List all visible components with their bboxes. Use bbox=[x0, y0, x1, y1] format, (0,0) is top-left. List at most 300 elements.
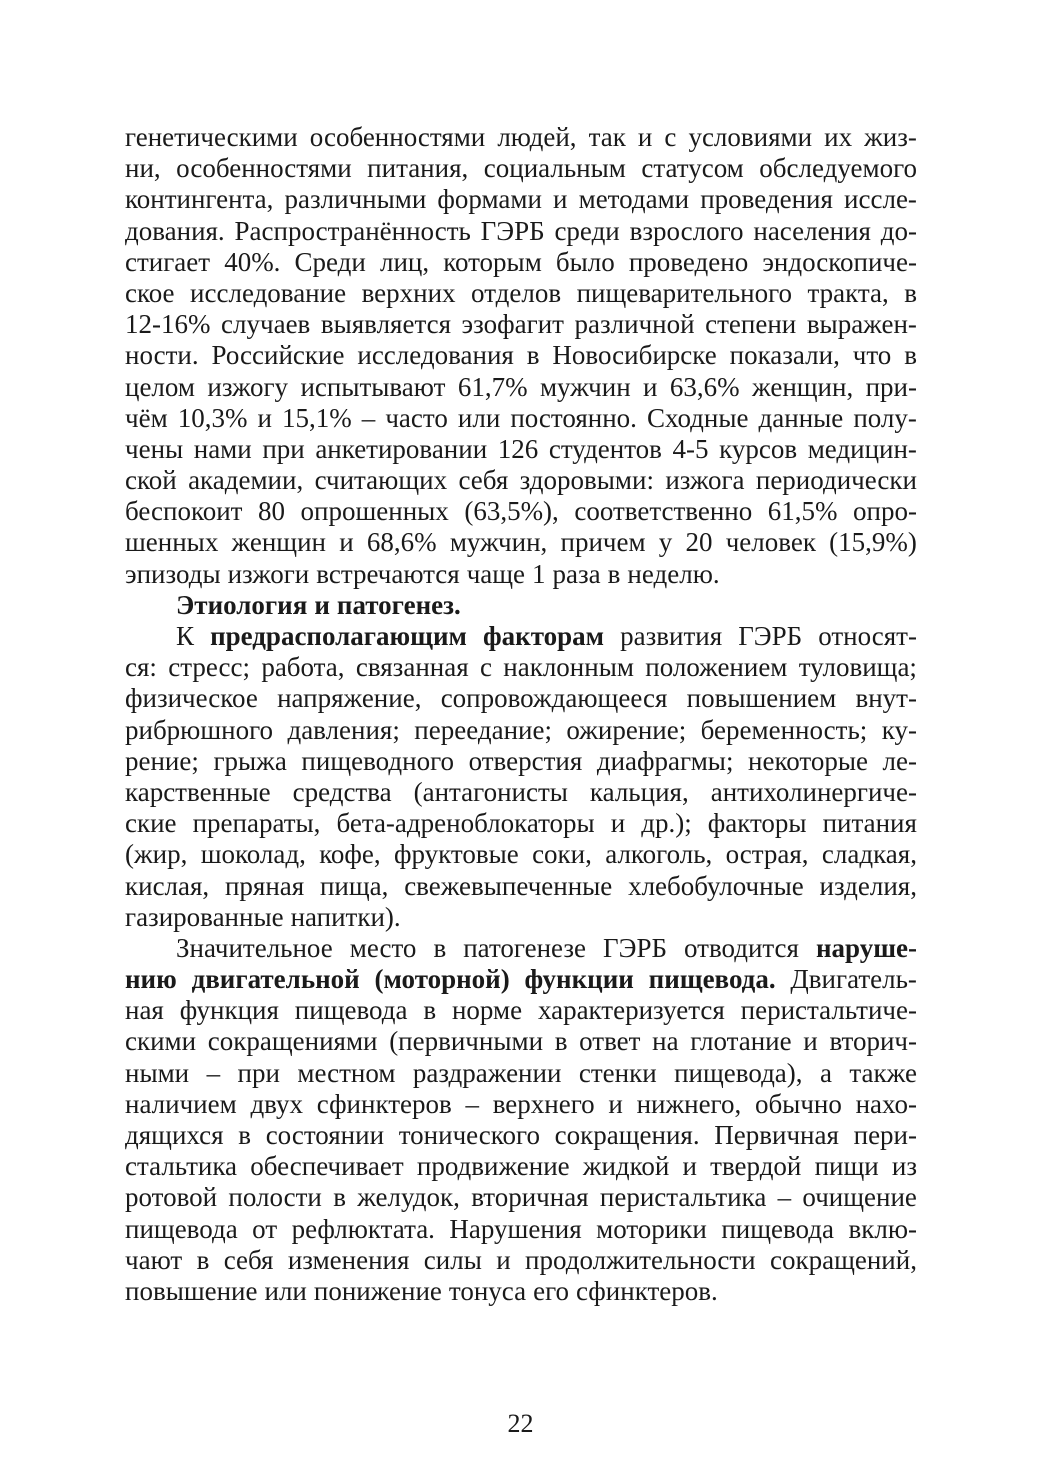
word: – bbox=[777, 1182, 792, 1213]
word: 1 bbox=[532, 558, 546, 589]
word: факторы bbox=[707, 808, 807, 839]
word: – bbox=[206, 1057, 221, 1088]
word: раздражении bbox=[412, 1057, 562, 1088]
word: чают bbox=[125, 1244, 183, 1275]
word: внут- bbox=[855, 683, 917, 714]
word: и bbox=[643, 371, 658, 402]
word: пищевода bbox=[721, 1213, 834, 1244]
word: опро- bbox=[853, 496, 917, 527]
text-line bbox=[125, 1182, 917, 1213]
word: проведения bbox=[700, 184, 833, 215]
word: тракта, bbox=[807, 277, 889, 308]
word: жидкой bbox=[582, 1151, 670, 1182]
word: а bbox=[819, 1057, 832, 1088]
word: здоровыми: bbox=[519, 465, 654, 496]
word: пища, bbox=[319, 870, 389, 901]
word: обычно bbox=[754, 1088, 842, 1119]
page-number: 22 bbox=[507, 1409, 534, 1438]
word: в bbox=[238, 1120, 251, 1150]
text-line bbox=[125, 1026, 917, 1057]
word: Нарушения bbox=[449, 1213, 582, 1244]
word: чаще bbox=[466, 558, 526, 589]
text-line bbox=[125, 403, 917, 434]
word: питания, bbox=[367, 153, 469, 184]
word: относят- bbox=[818, 621, 917, 651]
word: исследование bbox=[190, 277, 347, 308]
word: функции bbox=[524, 964, 634, 995]
word: 63,6% bbox=[669, 371, 740, 402]
word: изжога bbox=[665, 465, 745, 496]
word: перистальтика bbox=[599, 1182, 767, 1213]
word: соки, bbox=[532, 839, 592, 870]
word: скими bbox=[125, 1026, 197, 1057]
word: статусом bbox=[641, 153, 744, 184]
word: в bbox=[554, 1026, 568, 1057]
word: двух bbox=[250, 1088, 304, 1119]
word: пищевода. bbox=[648, 964, 776, 995]
word: формами bbox=[437, 184, 542, 215]
word: отверстия bbox=[468, 745, 583, 776]
text-line bbox=[125, 216, 917, 247]
word: ГЭРБ bbox=[603, 932, 667, 963]
word: встречаются bbox=[316, 558, 460, 589]
word: ся: bbox=[125, 652, 157, 683]
word: функция bbox=[179, 995, 279, 1026]
word: с bbox=[664, 122, 677, 152]
word: сладкая, bbox=[821, 839, 917, 870]
word: анкетировании bbox=[315, 433, 488, 464]
word: нахо- bbox=[855, 1088, 917, 1119]
word: грыжа bbox=[213, 745, 287, 776]
word: диафрагмы; bbox=[596, 745, 734, 776]
text-line bbox=[125, 1214, 917, 1245]
word: сопровождающееся bbox=[440, 683, 668, 714]
word: лиц, bbox=[379, 246, 430, 277]
word: кофе, bbox=[319, 839, 381, 870]
word: ответ bbox=[579, 1026, 641, 1057]
word: опрошенных bbox=[300, 496, 449, 527]
text-line bbox=[125, 995, 917, 1026]
word: беспокоит bbox=[125, 496, 243, 527]
word: жиз- bbox=[864, 122, 917, 152]
word: социальным bbox=[483, 153, 626, 184]
word: в bbox=[423, 995, 437, 1026]
word: развития bbox=[620, 621, 723, 651]
word: повышение bbox=[125, 1275, 258, 1306]
word: эндоскопиче- bbox=[762, 246, 917, 277]
word: Новосибирске bbox=[552, 340, 717, 371]
word: пищеварительного bbox=[576, 277, 792, 308]
word: состоянии bbox=[265, 1120, 385, 1150]
word: условиями bbox=[688, 122, 813, 152]
word: и bbox=[314, 589, 330, 620]
word: при bbox=[237, 1057, 280, 1088]
word: связанная bbox=[355, 652, 469, 683]
word: так bbox=[588, 122, 626, 152]
word: и bbox=[496, 1244, 511, 1275]
word: шоколад, bbox=[200, 839, 306, 870]
word: среди bbox=[554, 215, 620, 246]
text-line bbox=[125, 1276, 917, 1307]
word: ности. bbox=[125, 340, 199, 371]
word: рение; bbox=[125, 745, 199, 776]
word: особенностями bbox=[309, 122, 486, 152]
word: раза bbox=[552, 558, 601, 589]
word: методами bbox=[578, 184, 690, 215]
word: изжоги bbox=[227, 558, 310, 589]
word: ни, bbox=[125, 153, 161, 184]
word: кислая, bbox=[125, 870, 210, 901]
word: пряная bbox=[224, 870, 305, 901]
word: взрослого bbox=[629, 215, 744, 246]
word: неделю. bbox=[627, 558, 720, 589]
word: место bbox=[349, 932, 417, 963]
word: моторики bbox=[596, 1213, 707, 1244]
word: иссле- bbox=[844, 184, 917, 215]
word: ными bbox=[125, 1057, 190, 1088]
word: антихолинергиче- bbox=[710, 776, 917, 807]
word: проведено bbox=[628, 246, 749, 277]
word: ское bbox=[125, 277, 175, 308]
word: или bbox=[457, 402, 501, 433]
word: дования. bbox=[125, 215, 225, 246]
word: нами bbox=[193, 433, 252, 464]
text-line bbox=[125, 434, 917, 465]
text-line bbox=[125, 652, 917, 683]
word: 12-16% bbox=[125, 309, 211, 340]
word: до- bbox=[880, 215, 917, 246]
word: курсов bbox=[719, 433, 798, 464]
word: средства bbox=[292, 776, 392, 807]
word: эзофагит bbox=[461, 309, 564, 340]
word: и bbox=[682, 1151, 697, 1182]
word: напитки). bbox=[290, 901, 401, 932]
word: показали, bbox=[729, 340, 840, 371]
word: газированные bbox=[125, 901, 284, 932]
word: понижение bbox=[313, 1275, 442, 1306]
text-line bbox=[125, 964, 917, 995]
word: и bbox=[637, 122, 653, 152]
word: различными bbox=[284, 184, 427, 215]
text-line bbox=[125, 715, 917, 746]
word: изделия, bbox=[819, 870, 917, 901]
word: Среди bbox=[294, 246, 366, 277]
text-line bbox=[125, 839, 917, 870]
text-line bbox=[125, 278, 917, 309]
word: – bbox=[361, 402, 376, 433]
word: изжогу bbox=[207, 371, 289, 402]
word: острая, bbox=[725, 839, 809, 870]
text-line bbox=[125, 1058, 917, 1089]
word: себя bbox=[458, 465, 509, 496]
word: ку- bbox=[881, 714, 917, 745]
word: данные bbox=[758, 402, 844, 433]
word: чены bbox=[125, 433, 184, 464]
word: изменения bbox=[287, 1244, 410, 1275]
word: 4-5 bbox=[672, 433, 709, 464]
word: наруше- bbox=[815, 932, 917, 963]
word: пищеводного bbox=[301, 745, 454, 776]
word: перистальтиче- bbox=[740, 995, 917, 1026]
word: глотание bbox=[690, 1026, 792, 1057]
text-line bbox=[125, 122, 917, 153]
text-line bbox=[125, 621, 917, 652]
word: различной bbox=[574, 309, 695, 340]
text-line bbox=[125, 777, 917, 808]
word: (жир, bbox=[125, 839, 188, 870]
text-line bbox=[125, 309, 917, 340]
word: в bbox=[607, 558, 621, 589]
word: отделов bbox=[471, 277, 562, 308]
word: чём bbox=[125, 402, 168, 433]
word: отводится bbox=[684, 932, 799, 963]
word: бета-адреноблокаторы bbox=[336, 808, 595, 839]
word: желудок, bbox=[357, 1182, 460, 1213]
word: 61,7% bbox=[457, 371, 528, 402]
word: эпизоды bbox=[125, 558, 221, 589]
text-line bbox=[125, 496, 917, 527]
text-line bbox=[125, 902, 917, 933]
text-line bbox=[125, 527, 917, 558]
text-line bbox=[125, 559, 917, 590]
word: повышением bbox=[686, 683, 837, 714]
word: ле- bbox=[882, 745, 917, 776]
word: 68,6% bbox=[366, 527, 437, 558]
word: туловища; bbox=[798, 652, 917, 683]
page-text bbox=[125, 122, 917, 1307]
word: выражен- bbox=[806, 309, 917, 340]
word: от bbox=[252, 1213, 278, 1244]
word: в bbox=[904, 340, 917, 371]
word: особенностями bbox=[176, 153, 352, 184]
word: норме bbox=[451, 995, 523, 1026]
word: вклю- bbox=[848, 1213, 917, 1244]
text-line bbox=[125, 1089, 917, 1120]
word: (моторной) bbox=[374, 964, 510, 995]
text-line bbox=[125, 184, 917, 215]
word: наличием bbox=[125, 1088, 237, 1119]
word: Российские bbox=[211, 340, 345, 371]
word: полу- bbox=[853, 402, 917, 433]
word: в bbox=[433, 932, 447, 963]
word: переедание; bbox=[414, 714, 552, 745]
word: питания bbox=[822, 808, 917, 839]
word: тонического bbox=[398, 1120, 540, 1150]
word: работа, bbox=[261, 652, 345, 683]
word: пищевода bbox=[294, 995, 408, 1026]
word: (первичными bbox=[389, 1026, 544, 1057]
word: ские bbox=[125, 808, 177, 839]
word: студентов bbox=[548, 433, 662, 464]
word: ная bbox=[125, 995, 164, 1026]
word: беременность; bbox=[700, 714, 868, 745]
word: (15,9%) bbox=[829, 527, 917, 558]
word: факторам bbox=[482, 621, 605, 651]
word: на bbox=[652, 1026, 679, 1057]
word: некоторые bbox=[748, 745, 868, 776]
word: сокращениями bbox=[207, 1026, 378, 1057]
text-line bbox=[125, 871, 917, 902]
word: дящихся bbox=[125, 1120, 224, 1150]
word: (антагонисты bbox=[413, 776, 568, 807]
word: контингента, bbox=[125, 184, 274, 215]
word: его bbox=[533, 1275, 569, 1306]
word: при bbox=[262, 433, 305, 464]
word: генетическими bbox=[125, 122, 298, 152]
word: свежевыпеченные bbox=[404, 870, 613, 901]
word: местном bbox=[297, 1057, 396, 1088]
word: патогенез. bbox=[336, 589, 461, 620]
word: вторичная bbox=[471, 1182, 589, 1213]
word: стальтика bbox=[125, 1151, 238, 1182]
word: фруктовые bbox=[394, 839, 519, 870]
word: и bbox=[610, 808, 626, 839]
word: испытывают bbox=[300, 371, 446, 402]
word: алкоголь, bbox=[605, 839, 713, 870]
word: твердой bbox=[710, 1151, 802, 1182]
word: 126 bbox=[497, 433, 539, 464]
word: наклонным bbox=[503, 652, 634, 683]
text-line bbox=[125, 372, 917, 403]
word: в bbox=[904, 277, 917, 308]
text-line bbox=[125, 340, 917, 371]
word: сфинктеров. bbox=[575, 1275, 718, 1306]
word: (63,5%), bbox=[464, 496, 559, 527]
word: давления; bbox=[287, 714, 400, 745]
word: ГЭРБ bbox=[480, 215, 545, 246]
word: с bbox=[479, 652, 492, 683]
word: мужчин bbox=[539, 371, 631, 402]
word: мужчин, bbox=[449, 527, 548, 558]
word: 80 bbox=[258, 496, 285, 527]
word: полости bbox=[228, 1182, 322, 1213]
word: нижнего, bbox=[636, 1088, 742, 1119]
word: обеспечивает bbox=[250, 1151, 404, 1182]
word: в bbox=[196, 1244, 210, 1275]
text-line bbox=[125, 746, 917, 777]
word: Значительное bbox=[176, 932, 333, 963]
word: было bbox=[555, 246, 615, 277]
word: или bbox=[264, 1275, 307, 1306]
word: в bbox=[526, 340, 540, 371]
word: 20 bbox=[685, 527, 713, 558]
word: хлебобулочные bbox=[628, 870, 804, 901]
word: стенки bbox=[578, 1057, 657, 1088]
word: целом bbox=[125, 371, 195, 402]
word: населения bbox=[753, 215, 871, 246]
word: пищевода), bbox=[674, 1057, 803, 1088]
word: нию bbox=[125, 964, 177, 995]
word: исследования bbox=[357, 340, 514, 371]
word: препараты, bbox=[192, 808, 321, 839]
word: стигает bbox=[125, 246, 211, 277]
word: академии, bbox=[188, 465, 304, 496]
text-line bbox=[125, 465, 917, 496]
word: предрасполагающим bbox=[210, 621, 467, 651]
word: Сходные bbox=[646, 402, 749, 433]
word: у bbox=[658, 527, 673, 558]
word: и bbox=[553, 184, 568, 215]
word: и bbox=[339, 527, 354, 558]
word: – bbox=[465, 1088, 479, 1119]
word: из bbox=[891, 1151, 917, 1182]
text-line bbox=[125, 247, 917, 278]
text-line bbox=[125, 1245, 917, 1276]
word: себя bbox=[223, 1244, 274, 1275]
word: рибрюшного bbox=[125, 714, 273, 745]
word: обследуемого bbox=[759, 153, 917, 184]
word: и bbox=[608, 1088, 623, 1119]
word: сокращений, bbox=[769, 1244, 917, 1275]
word: положением bbox=[645, 652, 788, 683]
word: причем bbox=[560, 527, 646, 558]
word: карственные bbox=[125, 776, 271, 807]
word: случаев bbox=[221, 309, 311, 340]
word: женщин, bbox=[752, 371, 854, 402]
word: которым bbox=[443, 246, 542, 277]
text-line bbox=[125, 1120, 917, 1151]
word: 15,1% bbox=[282, 402, 352, 433]
word: очищение bbox=[802, 1182, 917, 1213]
word: ожирение; bbox=[566, 714, 687, 745]
word: сфинктеров bbox=[316, 1088, 452, 1119]
text-line bbox=[125, 683, 917, 714]
word: патогенезе bbox=[463, 932, 587, 963]
word: женщин bbox=[231, 527, 326, 558]
word: ротовой bbox=[125, 1182, 218, 1213]
word: при- bbox=[865, 371, 917, 402]
word: Первичная bbox=[714, 1120, 839, 1150]
word: 40%. bbox=[224, 246, 281, 277]
word: др.); bbox=[641, 808, 692, 839]
word: физическое bbox=[125, 683, 258, 714]
text-line bbox=[125, 808, 917, 839]
word: медицин- bbox=[807, 433, 917, 464]
word: их bbox=[824, 122, 853, 152]
word: человек bbox=[725, 527, 816, 558]
text-line bbox=[125, 590, 917, 621]
word: характеризуется bbox=[537, 995, 725, 1026]
word: степени bbox=[705, 309, 797, 340]
word: вторич- bbox=[829, 1026, 917, 1057]
word: Этиология bbox=[176, 589, 308, 620]
word: Двигатель- bbox=[790, 964, 917, 995]
text-line bbox=[125, 933, 917, 964]
word: людей, bbox=[497, 122, 577, 152]
word: пери- bbox=[853, 1120, 917, 1150]
word: 61,5% bbox=[767, 496, 838, 527]
word: рефлюктата. bbox=[291, 1213, 435, 1244]
word: пищи bbox=[814, 1151, 879, 1182]
word: ской bbox=[125, 465, 177, 496]
word: соответственно bbox=[574, 496, 753, 527]
word: тонуса bbox=[448, 1275, 527, 1306]
text-line bbox=[125, 153, 917, 184]
word: 10,3% bbox=[177, 402, 248, 433]
word: и bbox=[257, 402, 272, 433]
word: верхних bbox=[361, 277, 456, 308]
word: К bbox=[176, 621, 195, 651]
word: выявляется bbox=[320, 309, 451, 340]
word: пищевода bbox=[125, 1213, 238, 1244]
word: двигательной bbox=[191, 964, 360, 995]
word: стресс; bbox=[168, 652, 250, 683]
word: силы bbox=[423, 1244, 482, 1275]
word: верхнего bbox=[492, 1088, 595, 1119]
word: напряжение, bbox=[277, 683, 422, 714]
word: ГЭРБ bbox=[738, 621, 803, 651]
word: постоянно. bbox=[510, 402, 637, 433]
